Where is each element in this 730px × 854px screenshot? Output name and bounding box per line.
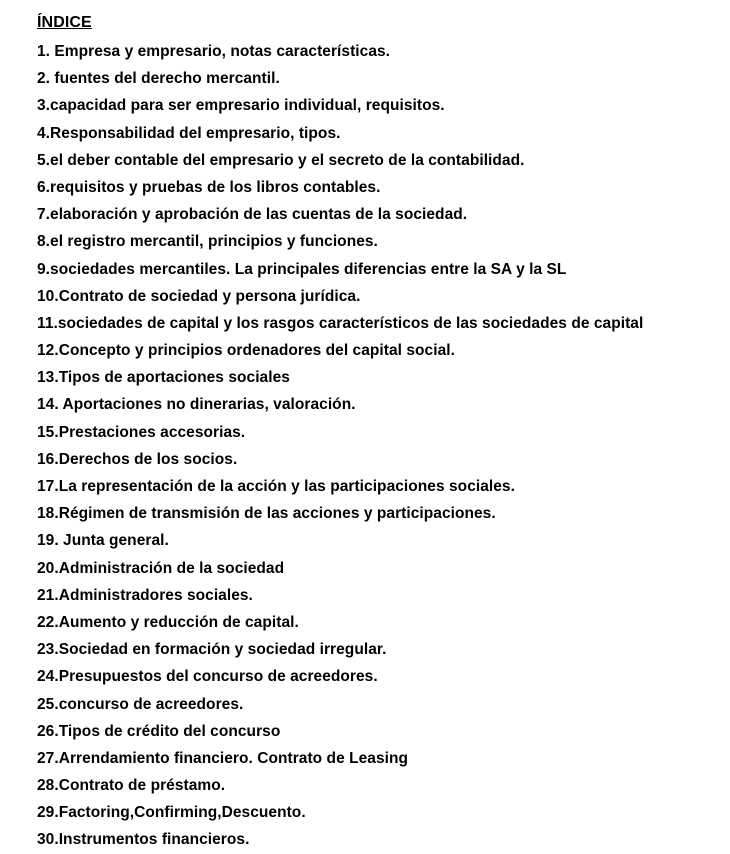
index-item: 22.Aumento y reducción de capital. [37,613,299,631]
index-item: 12.Concepto y principios ordenadores del capital social. [37,342,455,360]
document-page [37,11,720,854]
index-item: 1. Empresa y empresario, notas características. [37,43,391,60]
index-item: 23.Sociedad en formación y sociedad irregular. [37,641,387,659]
index-item: 11.sociedades de capital y los rasgos característicos de las sociedades de capital [37,314,644,332]
index-item: 29.Factoring,Confirming,Descuento. [37,804,306,822]
index-list [37,38,720,854]
index-item: 19. Junta general. [37,532,169,550]
index-item: 17.La representación de la acción y las participaciones sociales. [37,478,515,495]
index-item: 25.concurso de acreedores. [37,695,244,713]
index-item: 27.Arrendamiento financiero. Contrato de Leasing [37,749,409,767]
index-item: 7.elaboración y aprobación de las cuentas de la sociedad. [37,206,468,224]
index-item: 8.el registro mercantil, principios y funciones. [37,233,378,251]
index-title: ÍNDICE [37,14,92,31]
index-item: 3.capacidad para ser empresario individual, requisitos. [37,97,445,115]
index-item: 18.Régimen de transmisión de las acciones y participaciones. [37,505,496,523]
index-item: 13.Tipos de aportaciones sociales [37,369,290,387]
index-item: 6.requisitos y pruebas de los libros contables. [37,178,381,196]
index-item: 15.Prestaciones accesorias. [37,423,246,441]
index-item: 16.Derechos de los socios. [37,450,238,468]
index-item: 20.Administración de la sociedad [37,559,285,577]
index-item: 24.Presupuestos del concurso de acreedores. [37,668,378,686]
index-item: 14. Aportaciones no dinerarias, valoración. [37,396,356,414]
index-item: 21.Administradores sociales. [37,586,253,604]
index-item: 4.Responsabilidad del empresario, tipos. [37,124,341,142]
index-item: 26.Tipos de crédito del concurso [37,722,281,740]
index-item: 30.Instrumentos financieros. [37,831,250,849]
index-item: 9.sociedades mercantiles. La principales diferencias entre la SA y la SL [37,260,567,278]
index-item: 10.Contrato de sociedad y persona jurídica. [37,287,361,305]
index-item: 2. fuentes del derecho mercantil. [37,70,280,88]
index-item: 5.el deber contable del empresario y el secreto de la contabilidad. [37,151,525,169]
index-item: 28.Contrato de préstamo. [37,777,226,795]
